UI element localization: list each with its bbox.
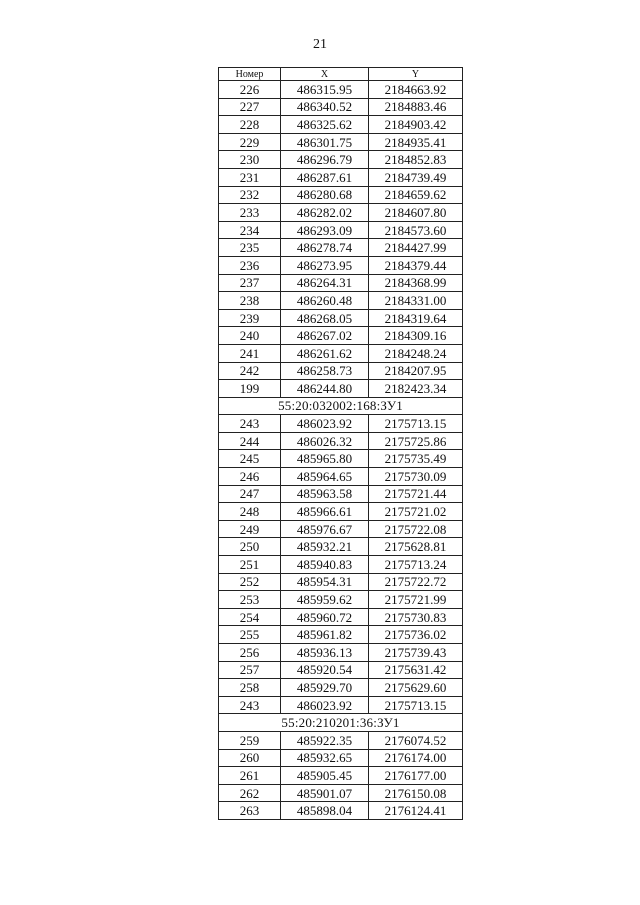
table-row [219, 327, 463, 345]
y-coordinate-cell: 2175713.15 [369, 696, 463, 714]
table-row [219, 538, 463, 556]
table-row [219, 661, 463, 679]
x-coordinate-cell: 485966.61 [281, 503, 369, 521]
table-row [219, 274, 463, 292]
y-coordinate-cell: 2175739.43 [369, 644, 463, 662]
y-coordinate-cell: 2184319.64 [369, 309, 463, 327]
point-number-cell: 259 [219, 731, 281, 749]
point-number-cell: 230 [219, 151, 281, 169]
y-coordinate-cell: 2184852.83 [369, 151, 463, 169]
y-coordinate-cell: 2184207.95 [369, 362, 463, 380]
point-number-cell: 239 [219, 309, 281, 327]
section-row [219, 714, 463, 732]
point-number-cell: 252 [219, 573, 281, 591]
y-coordinate-cell: 2184883.46 [369, 98, 463, 116]
page-number: 21 [313, 37, 327, 52]
x-coordinate-cell: 485905.45 [281, 767, 369, 785]
table-row [219, 133, 463, 151]
table-header-row [219, 68, 463, 81]
table-row [219, 204, 463, 222]
y-coordinate-cell: 2184379.44 [369, 256, 463, 274]
y-coordinate-cell: 2184248.24 [369, 344, 463, 362]
coordinates-table [218, 67, 463, 820]
point-number-cell: 233 [219, 204, 281, 222]
y-coordinate-cell: 2175736.02 [369, 626, 463, 644]
table-row [219, 309, 463, 327]
x-coordinate-cell: 486325.62 [281, 116, 369, 134]
point-number-cell: 226 [219, 81, 281, 99]
x-coordinate-cell: 486023.92 [281, 696, 369, 714]
point-number-cell: 231 [219, 168, 281, 186]
y-coordinate-cell: 2184573.60 [369, 221, 463, 239]
y-coordinate-cell: 2184427.99 [369, 239, 463, 257]
y-coordinate-cell: 2176177.00 [369, 767, 463, 785]
x-coordinate-cell: 485901.07 [281, 784, 369, 802]
header-y: Y [369, 68, 463, 81]
table-row [219, 186, 463, 204]
y-coordinate-cell: 2175730.09 [369, 468, 463, 486]
x-coordinate-cell: 485961.82 [281, 626, 369, 644]
y-coordinate-cell: 2175730.83 [369, 608, 463, 626]
point-number-cell: 229 [219, 133, 281, 151]
point-number-cell: 263 [219, 802, 281, 820]
table-row [219, 221, 463, 239]
x-coordinate-cell: 486258.73 [281, 362, 369, 380]
y-coordinate-cell: 2175721.99 [369, 591, 463, 609]
point-number-cell: 235 [219, 239, 281, 257]
x-coordinate-cell: 486287.61 [281, 168, 369, 186]
x-coordinate-cell: 486301.75 [281, 133, 369, 151]
table-row [219, 98, 463, 116]
point-number-cell: 251 [219, 556, 281, 574]
x-coordinate-cell: 486315.95 [281, 81, 369, 99]
y-coordinate-cell: 2175721.44 [369, 485, 463, 503]
x-coordinate-cell: 485936.13 [281, 644, 369, 662]
x-coordinate-cell: 486273.95 [281, 256, 369, 274]
y-coordinate-cell: 2175721.02 [369, 503, 463, 521]
table-row [219, 432, 463, 450]
y-coordinate-cell: 2175631.42 [369, 661, 463, 679]
y-coordinate-cell: 2184331.00 [369, 292, 463, 310]
section-cadastral-number: 55:20:032002:168:ЗУ1 [219, 397, 463, 415]
point-number-cell: 246 [219, 468, 281, 486]
y-coordinate-cell: 2184368.99 [369, 274, 463, 292]
y-coordinate-cell: 2184739.49 [369, 168, 463, 186]
point-number-cell: 260 [219, 749, 281, 767]
point-number-cell: 250 [219, 538, 281, 556]
y-coordinate-cell: 2184903.42 [369, 116, 463, 134]
point-number-cell: 232 [219, 186, 281, 204]
y-coordinate-cell: 2176074.52 [369, 731, 463, 749]
point-number-cell: 237 [219, 274, 281, 292]
x-coordinate-cell: 485940.83 [281, 556, 369, 574]
table-row [219, 520, 463, 538]
y-coordinate-cell: 2176150.08 [369, 784, 463, 802]
x-coordinate-cell: 485932.21 [281, 538, 369, 556]
section-cadastral-number: 55:20:210201:36:ЗУ1 [219, 714, 463, 732]
table-row [219, 644, 463, 662]
table-row [219, 292, 463, 310]
x-coordinate-cell: 485963.58 [281, 485, 369, 503]
x-coordinate-cell: 486260.48 [281, 292, 369, 310]
point-number-cell: 247 [219, 485, 281, 503]
table-row [219, 485, 463, 503]
point-number-cell: 241 [219, 344, 281, 362]
y-coordinate-cell: 2176124.41 [369, 802, 463, 820]
x-coordinate-cell: 486280.68 [281, 186, 369, 204]
x-coordinate-cell: 485959.62 [281, 591, 369, 609]
header-number: Номер [219, 68, 281, 81]
table-row [219, 591, 463, 609]
point-number-cell: 244 [219, 432, 281, 450]
y-coordinate-cell: 2184935.41 [369, 133, 463, 151]
table-row [219, 503, 463, 521]
table-row [219, 415, 463, 433]
table-row [219, 696, 463, 714]
point-number-cell: 253 [219, 591, 281, 609]
point-number-cell: 234 [219, 221, 281, 239]
x-coordinate-cell: 485954.31 [281, 573, 369, 591]
y-coordinate-cell: 2175722.08 [369, 520, 463, 538]
point-number-cell: 245 [219, 450, 281, 468]
point-number-cell: 238 [219, 292, 281, 310]
y-coordinate-cell: 2184607.80 [369, 204, 463, 222]
header-x: X [281, 68, 369, 81]
point-number-cell: 199 [219, 380, 281, 398]
x-coordinate-cell: 486261.62 [281, 344, 369, 362]
table-row [219, 380, 463, 398]
point-number-cell: 227 [219, 98, 281, 116]
point-number-cell: 258 [219, 679, 281, 697]
table-row [219, 344, 463, 362]
x-coordinate-cell: 486293.09 [281, 221, 369, 239]
table-row [219, 731, 463, 749]
point-number-cell: 262 [219, 784, 281, 802]
x-coordinate-cell: 485964.65 [281, 468, 369, 486]
y-coordinate-cell: 2175722.72 [369, 573, 463, 591]
x-coordinate-cell: 485960.72 [281, 608, 369, 626]
y-coordinate-cell: 2175735.49 [369, 450, 463, 468]
x-coordinate-cell: 486264.31 [281, 274, 369, 292]
y-coordinate-cell: 2175725.86 [369, 432, 463, 450]
table-row [219, 626, 463, 644]
x-coordinate-cell: 486278.74 [281, 239, 369, 257]
point-number-cell: 254 [219, 608, 281, 626]
point-number-cell: 236 [219, 256, 281, 274]
x-coordinate-cell: 486244.80 [281, 380, 369, 398]
y-coordinate-cell: 2175713.15 [369, 415, 463, 433]
point-number-cell: 248 [219, 503, 281, 521]
point-number-cell: 261 [219, 767, 281, 785]
table-row [219, 556, 463, 574]
table-row [219, 239, 463, 257]
y-coordinate-cell: 2184659.62 [369, 186, 463, 204]
table-row [219, 116, 463, 134]
table-row [219, 749, 463, 767]
point-number-cell: 240 [219, 327, 281, 345]
point-number-cell: 249 [219, 520, 281, 538]
y-coordinate-cell: 2175629.60 [369, 679, 463, 697]
table-body [219, 81, 463, 820]
x-coordinate-cell: 486340.52 [281, 98, 369, 116]
x-coordinate-cell: 485965.80 [281, 450, 369, 468]
x-coordinate-cell: 485922.35 [281, 731, 369, 749]
table-row [219, 573, 463, 591]
y-coordinate-cell: 2182423.34 [369, 380, 463, 398]
table-row [219, 81, 463, 99]
table-row [219, 168, 463, 186]
table-row [219, 802, 463, 820]
point-number-cell: 242 [219, 362, 281, 380]
point-number-cell: 257 [219, 661, 281, 679]
table-row [219, 679, 463, 697]
table-row [219, 151, 463, 169]
point-number-cell: 228 [219, 116, 281, 134]
table-row [219, 256, 463, 274]
x-coordinate-cell: 486023.92 [281, 415, 369, 433]
x-coordinate-cell: 485920.54 [281, 661, 369, 679]
table-row [219, 362, 463, 380]
point-number-cell: 255 [219, 626, 281, 644]
y-coordinate-cell: 2175628.81 [369, 538, 463, 556]
x-coordinate-cell: 485932.65 [281, 749, 369, 767]
point-number-cell: 243 [219, 696, 281, 714]
y-coordinate-cell: 2184309.16 [369, 327, 463, 345]
table-row [219, 608, 463, 626]
table-row [219, 450, 463, 468]
y-coordinate-cell: 2184663.92 [369, 81, 463, 99]
y-coordinate-cell: 2175713.24 [369, 556, 463, 574]
table-row [219, 784, 463, 802]
x-coordinate-cell: 485898.04 [281, 802, 369, 820]
point-number-cell: 256 [219, 644, 281, 662]
section-row [219, 397, 463, 415]
x-coordinate-cell: 486296.79 [281, 151, 369, 169]
point-number-cell: 243 [219, 415, 281, 433]
y-coordinate-cell: 2176174.00 [369, 749, 463, 767]
table-row [219, 767, 463, 785]
x-coordinate-cell: 485976.67 [281, 520, 369, 538]
x-coordinate-cell: 485929.70 [281, 679, 369, 697]
x-coordinate-cell: 486026.32 [281, 432, 369, 450]
x-coordinate-cell: 486267.02 [281, 327, 369, 345]
table-row [219, 468, 463, 486]
x-coordinate-cell: 486282.02 [281, 204, 369, 222]
x-coordinate-cell: 486268.05 [281, 309, 369, 327]
